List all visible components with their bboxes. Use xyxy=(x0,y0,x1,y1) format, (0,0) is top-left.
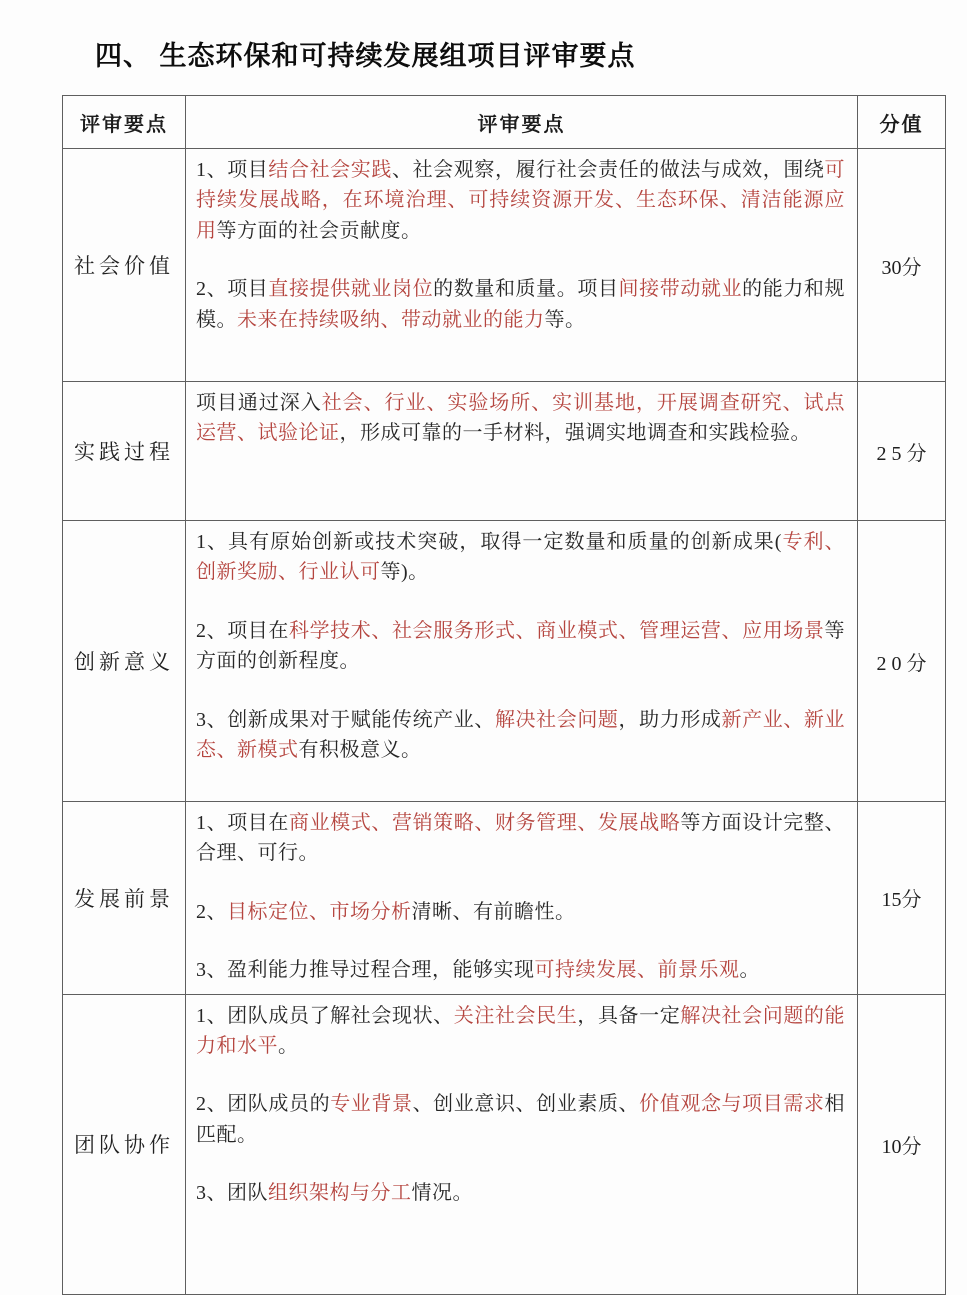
plain-text: 等)。 xyxy=(380,561,429,584)
highlighted-text: 价值观念与项目需求 xyxy=(639,1093,825,1116)
plain-text: 情况。 xyxy=(411,1182,473,1205)
plain-text: ，具备一定 xyxy=(577,1004,681,1027)
header-criterion: 评审要点 xyxy=(63,96,186,149)
criterion-label: 社会价值 xyxy=(63,149,186,382)
criterion-description xyxy=(186,382,858,521)
plain-text: 2、项目 xyxy=(196,278,269,301)
table-row xyxy=(63,149,946,382)
plain-text: 项目通过深入 xyxy=(196,392,322,414)
table-row xyxy=(63,521,946,802)
criterion-description xyxy=(186,149,858,382)
criterion-label: 实践过程 xyxy=(63,382,186,521)
plain-text: 3、盈利能力推导过程合理，能够实现 xyxy=(196,959,535,982)
review-table-body xyxy=(63,149,946,1295)
description-paragraph xyxy=(196,616,845,677)
plain-text: 1、具有原始创新或技术突破，取得一定数量和质量的创新成果( xyxy=(196,531,782,553)
description-paragraph xyxy=(196,705,845,766)
plain-text: 的能力和规模。 xyxy=(196,278,846,331)
review-criteria-table xyxy=(62,95,946,1295)
plain-text: 2、项目在 xyxy=(196,619,289,642)
plain-text: 1、团队成员了解社会现状、 xyxy=(196,1004,454,1027)
description-paragraph xyxy=(196,527,845,588)
score-value: 10分 xyxy=(858,994,946,1294)
description-paragraph xyxy=(196,1178,845,1208)
plain-text: 。 xyxy=(278,1034,299,1057)
page-title: 四、 生态环保和可持续发展组项目评审要点 xyxy=(95,41,636,71)
score-value: 30分 xyxy=(858,149,946,382)
highlighted-text: 间接带动就业 xyxy=(618,278,743,301)
plain-text: 的数量和质量。项目 xyxy=(433,278,619,301)
plain-text: 3、团队 xyxy=(196,1182,268,1205)
plain-text: ，形成可靠的一手材料，强调实地调查和实践检验。 xyxy=(339,422,811,445)
criterion-description xyxy=(186,802,858,995)
criterion-description xyxy=(186,521,858,802)
score-value: 2 0 分 xyxy=(858,521,946,802)
description-paragraph xyxy=(196,155,845,246)
plain-text: 2、团队成员的 xyxy=(196,1093,331,1116)
plain-text: 等。 xyxy=(544,308,586,331)
description-paragraph xyxy=(196,897,845,927)
highlighted-text: 可持续发展、前景乐观 xyxy=(534,959,740,982)
plain-text: 、创业意识、创业素质、 xyxy=(412,1093,640,1116)
plain-text: 有积极意义。 xyxy=(298,738,422,761)
header-review-points: 评审要点 xyxy=(186,96,858,149)
highlighted-text: 解决社会问题的能力和水平 xyxy=(196,1004,846,1057)
highlighted-text: 直接提供就业岗位 xyxy=(268,278,434,301)
highlighted-text: 关注社会民生 xyxy=(453,1004,578,1027)
table-row xyxy=(63,382,946,521)
criterion-label: 团队协作 xyxy=(63,994,186,1294)
description-paragraph xyxy=(196,274,845,335)
highlighted-text: 科学技术、社会服务形式、商业模式、管理运营、应用场景 xyxy=(288,619,825,642)
plain-text: 2、 xyxy=(196,900,227,923)
description-paragraph xyxy=(196,1001,845,1062)
criterion-label: 创新意义 xyxy=(63,521,186,802)
plain-text: 等方面的社会贡献度。 xyxy=(216,219,422,242)
highlighted-text: 未来在持续吸纳、带动就业的能力 xyxy=(237,308,545,331)
plain-text: 1、项目在 xyxy=(196,812,289,834)
plain-text: 相匹配。 xyxy=(196,1093,846,1146)
highlighted-text: 专利、创新奖励、行业认可 xyxy=(196,531,846,584)
highlighted-text: 组织架构与分工 xyxy=(268,1182,412,1205)
criterion-description xyxy=(186,994,858,1294)
description-paragraph xyxy=(196,388,845,449)
description-paragraph xyxy=(196,955,845,985)
highlighted-text: 解决社会问题 xyxy=(494,708,619,731)
plain-text: 等方面设计完整、合理、可行。 xyxy=(196,812,846,865)
plain-text: ，助力形成 xyxy=(618,708,722,731)
plain-text: 等方面的创新程度。 xyxy=(196,619,846,673)
highlighted-text: 目标定位、市场分析 xyxy=(227,900,412,923)
table-header-row xyxy=(63,96,946,149)
plain-text: 3、创新成果对于赋能传统产业、 xyxy=(196,708,495,731)
highlighted-text: 新产业、新业态、新模式 xyxy=(196,708,846,761)
highlighted-text: 结合社会实践 xyxy=(268,159,392,181)
table-row xyxy=(63,802,946,995)
plain-text: 。 xyxy=(739,959,760,982)
criterion-label: 发展前景 xyxy=(63,802,186,995)
highlighted-text: 可持续发展战略，在环境治理、可持续资源开发、生态环保、清洁能源应用 xyxy=(196,159,846,242)
highlighted-text: 商业模式、营销策略、财务管理、发展战略 xyxy=(288,812,681,834)
table-row xyxy=(63,994,946,1294)
plain-text: 清晰、有前瞻性。 xyxy=(411,900,576,923)
plain-text: 1、项目 xyxy=(196,159,269,181)
highlighted-text: 专业背景 xyxy=(330,1093,413,1116)
header-score: 分值 xyxy=(858,96,946,149)
score-value: 2 5 分 xyxy=(858,382,946,521)
description-paragraph xyxy=(196,1089,845,1150)
score-value: 15分 xyxy=(858,802,946,995)
description-paragraph xyxy=(196,808,845,869)
plain-text: 、社会观察，履行社会责任的做法与成效，围绕 xyxy=(391,159,825,181)
highlighted-text: 社会、行业、实验场所、实训基地，开展调查研究、试点运营、试验论证 xyxy=(196,392,846,445)
